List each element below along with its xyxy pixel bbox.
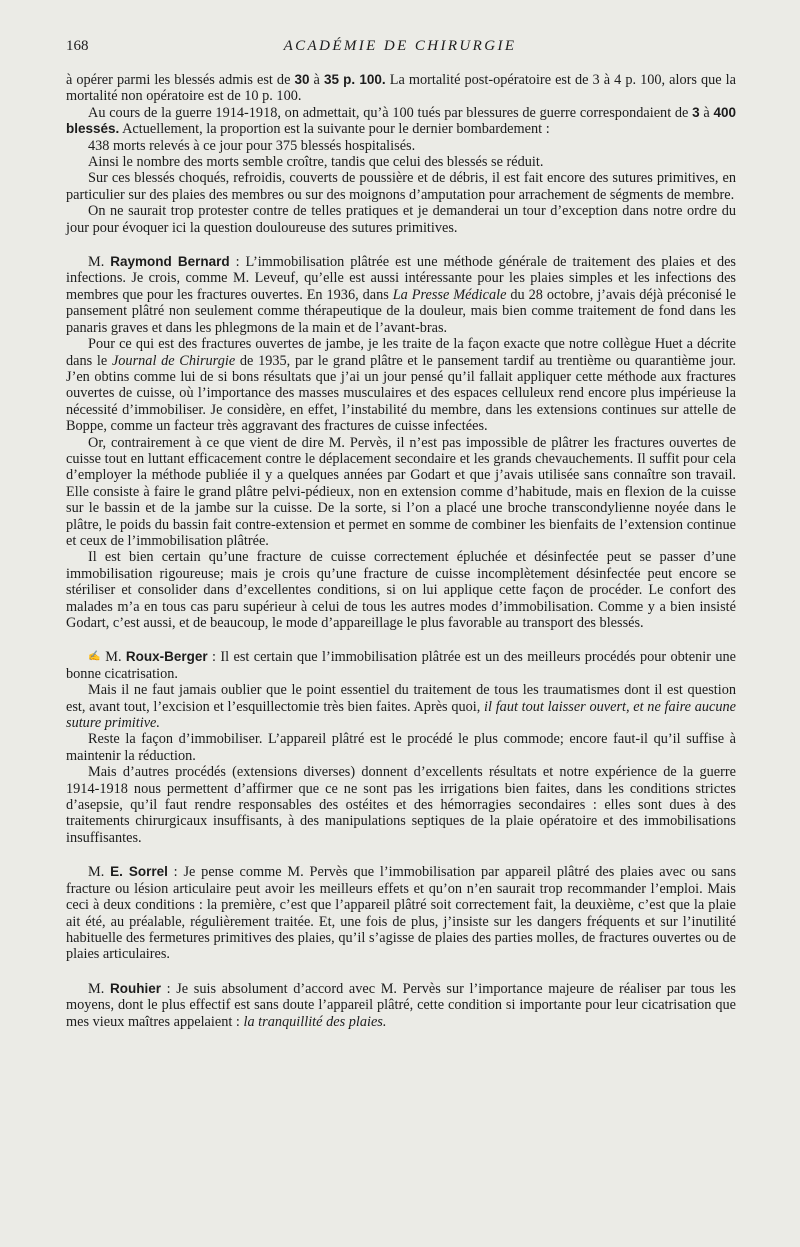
speaker-name: Raymond Bernard — [110, 254, 230, 270]
paragraph: Sur ces blessés choqués, refroidis, couverts de poussière et de débris, il est fait encore des sutures primitives, en particulier sur des plaies des membres ou sur des moignons d’amputation pour arrachement de ségments de membre. — [66, 170, 736, 203]
paragraph: Reste la façon d’immobiliser. L’appareil plâtré est le procédé le plus commode; encore faut-il qu’il suffise à maintenir la réduction. — [66, 731, 736, 764]
paragraph: On ne saurait trop protester contre de telles pratiques et je demanderai un tour d’exception dans notre ordre du jour pour évoquer ici la question douloureuse des sutures primitives. — [66, 203, 736, 236]
intervention-sorrel: M. E. Sorrel : Je pense comme M. Pervès que l’immobilisation par appareil plâtré des plaies avec ou sans fracture ou lésion articulaire peut avoir les meilleurs effets et qu’on n’en saurait trop recommander l’emploi. Mais ceci à deux conditions : la première, c’est que l’appareil plâtré soit correctement fait, la deuxième, c’est que la plaie ait été, au préalable, régulièrement traitée. Et, une fois de plus, j’insiste sur les dangers fréquents et sur l’inutilité habituelle des fermetures primitives des plaies, qu’il s’agisse de plaies des parties molles, de fractures ouvertes ou de plaies articulaires. — [66, 864, 737, 963]
intervention-rouhier: M. Rouhier : Je suis absolument d’accord avec M. Pervès sur l’importance majeure de réaliser par tous les moyens, dont le plus effectif est sans doute l’appareil plâtré, cette condition si importante pour leur cicatrisation que mes vieux maîtres appelaient : la tranquillité des plaies. — [66, 980, 736, 1030]
speaker-name: Roux-Berger — [125, 649, 208, 665]
page-number: 168 — [66, 38, 89, 54]
paragraph: à opérer parmi les blessés admis est de 30 à 35 p. 100. La mortalité post-opératoire est de 3 à 4 p. 100, alors que la mortalité non opératoire est de 10 p. 100. — [66, 72, 736, 105]
page-header — [0, 38, 800, 62]
paragraph: Pour ce qui est des fractures ouvertes de jambe, je les traite de la façon exacte que notre collègue Huet a décrite dans le Journal de Chirurgie de 1935, par le grand plâtre et le pansement tardif au trentième ou quarantième jour. J’en obtins comme lui de si bons résultats que j’ai un jour pensé qu’il fallait appliquer cette méthode aux fractures ouvertes de cuisse, où l’importance des masses musculaires et des espaces celluleux rend encore plus impérieuse la nécessité d’immobiliser. Je considère, en effet, l’instabilité du membre, dans les extensions continues sur attelle de Boppe, comme un facteur très aggravant des fractures de cuisse infectées. — [66, 336, 736, 435]
speaker-title: M. — [88, 864, 105, 881]
margin-mark-icon: ✍ — [88, 651, 102, 663]
paragraph: Mais d’autres procédés (extensions diverses) donnent d’excellents résultats et notre expérience de la guerre 1914-1918 nous permettent d’affirmer que ce ne sont pas les irrigations bien faites, dans les conditions strictes d’asepsie, qu’il faut rendre responsables des ostéites et des hémorragies secondaires : elles sont dues à des traitements chirurgicaux insuffisants, à des manipulations septiques de la plaie opératoire et des immobilisations insuffisantes. — [66, 764, 736, 846]
speaker-name: E. Sorrel — [110, 864, 168, 880]
speaker-title: M. — [88, 980, 105, 997]
paragraph: Ainsi le nombre des morts semble croître, tandis que celui des blessés se réduit. — [88, 154, 544, 171]
paragraph: Or, contrairement à ce que vient de dire M. Pervès, il n’est pas impossible de plâtrer les fractures ouvertes de cuisse tout en luttant efficacement contre le déplacement secondaire et les grands chevauchements. Il suffit pour cela d’employer la méthode publiée il y a quelques années par Godart et que j’avais utilisée sans connaître son travail. Elle consiste à faire le grand plâtre pelvi-pédieux, non en extension comme d’habitude, mais en flexion de la cuisse sur le bassin et de la jambe sur la cuisse. De la sorte, si l’on a placé une broche transcondylienne noyée dans le plâtre, le poids du bassin fait contre-extension et permet en somme de combiner les bienfaits de l’extension continue et ceux de l’immobilisation plâtrée. — [66, 434, 736, 549]
intervention-roux-berger: ✍ M. Roux-Berger : Il est certain que l’immobilisation plâtrée est un des meilleurs procédés pour obtenir une bonne cicatrisation. — [66, 649, 737, 682]
intervention-bernard: M. Raymond Bernard : L’immobilisation plâtrée est une méthode générale de traitement des plaies et des infections. Je crois, comme M. Leveuf, qu’elle est aussi intéressante pour les plaies simples et les infections des membres que pour les fractures ouvertes. En 1936, dans La Presse Médicale du 28 octobre, j’avais déjà préconisé le pansement plâtré non seulement comme thérapeutique de la douleur, mais bien comme traitement de fond dans les panaris graves et dans les phlegmons de la main et de l’avant-bras. — [66, 254, 737, 336]
speaker-name: Rouhier — [109, 980, 161, 996]
paragraph: 438 morts relevés à ce jour pour 375 blessés hospitalisés. — [88, 137, 416, 154]
paragraph: Mais il ne faut jamais oublier que le point essentiel du traitement de tous les traumatismes dont il est question est, avant tout, l’excision et l’esquillectomie très bien faites. Après quoi, il faut tout laisser ouvert, et ne faire aucune suture primitive. — [66, 682, 736, 732]
running-head: ACADÉMIE DE CHIRURGIE — [283, 38, 517, 54]
paragraph: Il est bien certain qu’une fracture de cuisse correctement épluchée et désinfectée peut se passer d’une immobilisation rigoureuse; mais je crois qu’une fracture de cuisse incomplètement désinfectée peut encore se stériliser et consolider dans d’excellentes conditions, si on lui applique cette façon de procéder. Le confort des malades m’a en tous cas paru supérieur à celui de tous les autres modes d’immobilisation. Comme y a bien insisté Godart, c’est aussi, et de beaucoup, le mode d’appareillage le plus favorable au transport des blessés. — [66, 549, 736, 631]
page-body — [66, 72, 736, 1030]
paragraph: Au cours de la guerre 1914-1918, on admettait, qu’à 100 tués par blessures de guerre correspondaient de 3 à 400 blessés. Actuellement, la proportion est la suivante pour le dernier bombardement : — [66, 104, 736, 138]
speaker-title: M. — [88, 254, 105, 271]
speaker-title: M. — [105, 649, 122, 666]
